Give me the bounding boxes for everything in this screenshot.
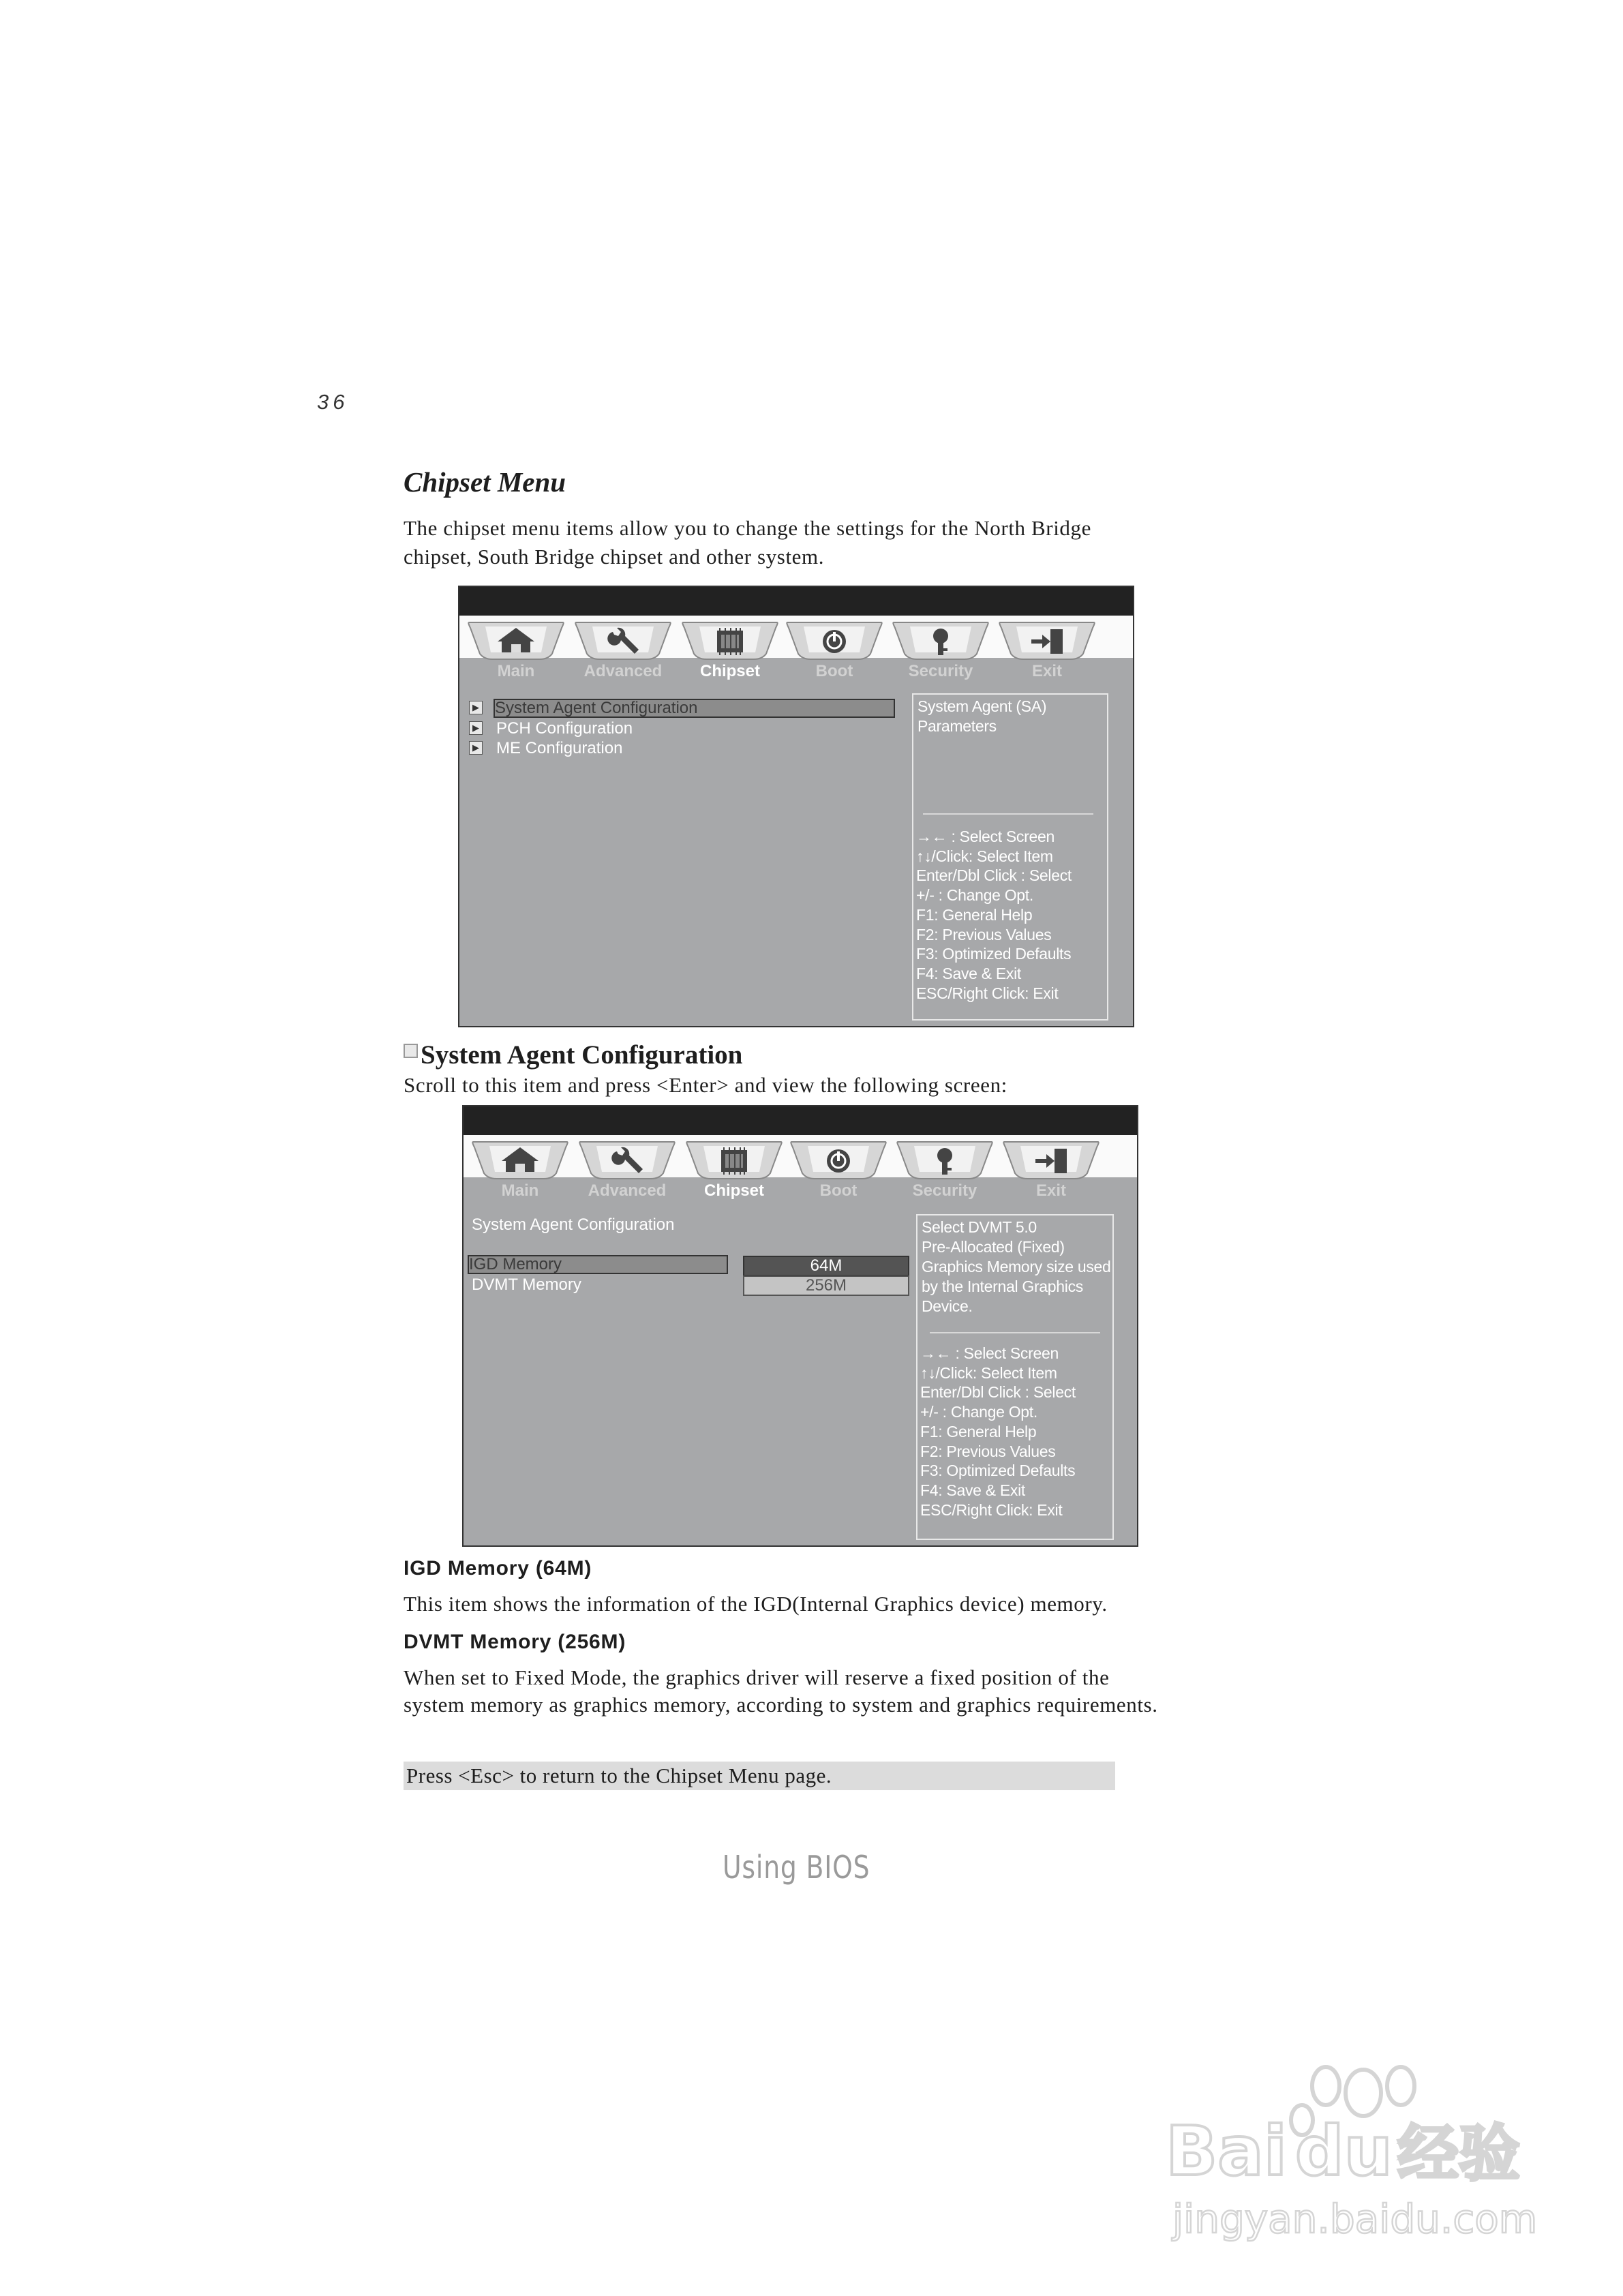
submenu-arrow-icon: ▶	[469, 721, 483, 735]
help-key-line: F2: Previous Values	[916, 925, 1052, 943]
chip-icon	[683, 1139, 785, 1181]
system-agent-title: System Agent Configuration	[421, 1040, 743, 1070]
tab-main-button[interactable]	[465, 620, 567, 662]
tab-exit-label[interactable]: Exit	[1031, 662, 1062, 680]
tab-advanced-button[interactable]	[572, 620, 674, 662]
dvmt-memory-text-line-2: system memory as graphics memory, according to system and graphics requirements.	[404, 1693, 1158, 1717]
help-key-line: F3: Optimized Defaults	[916, 945, 1072, 963]
tab-security-button[interactable]	[890, 620, 992, 662]
help-key-line: F4: Save & Exit	[916, 964, 1022, 982]
help-key-line: +/- : Change Opt.	[920, 1403, 1037, 1421]
tab-security-label[interactable]: Security	[912, 1181, 977, 1200]
chipset-intro-line-1: The chipset menu items allow you to change the settings for the North Bridge	[404, 516, 1091, 540]
tab-boot-label[interactable]: Boot	[819, 1181, 858, 1200]
help-description-line: Pre-Allocated (Fixed)	[922, 1238, 1065, 1256]
footer-using-bios: Using BIOS	[723, 1849, 870, 1886]
power-icon	[787, 1139, 890, 1181]
submenu-arrow-icon: ▶	[469, 741, 483, 755]
dvmt-memory-label[interactable]: DVMT Memory	[472, 1275, 581, 1294]
bios-title-bar	[459, 587, 1133, 616]
tab-chipset-button[interactable]	[683, 1139, 785, 1181]
power-icon	[783, 620, 885, 662]
igd-memory-title: IGD Memory (64M)	[404, 1557, 592, 1580]
help-key-line: F1: General Help	[920, 1422, 1037, 1440]
dvmt-memory-text-line-1: When set to Fixed Mode, the graphics driver will reserve a fixed position of the	[404, 1665, 1110, 1689]
help-description-line: Parameters	[917, 717, 997, 735]
esc-return-note: Press <Esc> to return to the Chipset Menu page.	[404, 1762, 1115, 1790]
tab-main-button[interactable]	[469, 1139, 571, 1181]
dvmt-memory-title: DVMT Memory (256M)	[404, 1631, 626, 1653]
system-agent-heading	[404, 1040, 742, 1070]
igd-memory-label[interactable]: IGD Memory	[468, 1255, 728, 1274]
igd-memory-text: This item shows the information of the IGD(Internal Graphics device) memory.	[404, 1592, 1108, 1616]
home-icon	[465, 620, 567, 662]
svg-text:经验: 经验	[1397, 2118, 1520, 2190]
chip-icon	[679, 620, 781, 662]
tab-boot-label[interactable]: Boot	[815, 662, 853, 680]
help-key-line: →← : Select Screen	[916, 828, 1055, 845]
tab-advanced-label[interactable]: Advanced	[588, 1181, 667, 1200]
baidu-jingyan-watermark	[1159, 2045, 1568, 2250]
chipset-menu-title: Chipset Menu	[404, 466, 566, 498]
help-divider	[930, 1332, 1100, 1333]
help-description-line: by the Internal Graphics	[922, 1278, 1083, 1295]
help-key-line: ESC/Right Click: Exit	[916, 984, 1059, 1002]
exit-door-icon	[996, 620, 1098, 662]
tab-security-button[interactable]	[894, 1139, 996, 1181]
svg-text:jingyan.baidu.com: jingyan.baidu.com	[1172, 2196, 1538, 2242]
screen-heading: System Agent Configuration	[472, 1215, 675, 1234]
help-description-line: Graphics Memory size used	[922, 1258, 1111, 1275]
tab-chipset-label[interactable]: Chipset	[699, 662, 760, 680]
wrench-icon	[572, 620, 674, 662]
key-icon	[894, 1139, 996, 1181]
home-icon	[469, 1139, 571, 1181]
help-key-line: +/- : Change Opt.	[916, 886, 1033, 905]
help-description-line: System Agent (SA)	[917, 697, 1047, 715]
help-key-line: →← : Select Screen	[920, 1344, 1059, 1362]
help-key-line: ESC/Right Click: Exit	[920, 1500, 1063, 1519]
help-key-line: Enter/Dbl Click : Select	[916, 866, 1072, 885]
dvmt-memory-value[interactable]: 256M	[743, 1275, 909, 1296]
page-number: 36	[317, 390, 349, 414]
tab-advanced-button[interactable]	[576, 1139, 678, 1181]
help-description-line: Device.	[922, 1297, 973, 1315]
help-key-line: F2: Previous Values	[920, 1442, 1056, 1460]
svg-text:Bai: Bai	[1166, 2111, 1287, 2191]
wrench-icon	[576, 1139, 678, 1181]
bios-screen-system-agent	[462, 1105, 1138, 1547]
igd-memory-value[interactable]: 64M	[743, 1256, 909, 1276]
tab-advanced-label[interactable]: Advanced	[583, 662, 663, 680]
menu-item-system-agent-configuration[interactable]: System Agent Configuration	[494, 699, 895, 718]
help-divider	[923, 813, 1093, 815]
system-agent-intro: Scroll to this item and press <Enter> and view the following screen:	[404, 1073, 1007, 1097]
menu-item-pch-configuration[interactable]: PCH Configuration	[496, 719, 633, 738]
help-key-line: F4: Save & Exit	[920, 1481, 1026, 1499]
key-icon	[890, 620, 992, 662]
help-key-line: ↑↓/Click: Select Item	[916, 847, 1053, 865]
bios-screen-chipset	[458, 586, 1134, 1027]
help-key-line: F3: Optimized Defaults	[920, 1462, 1076, 1480]
help-key-line: ↑↓/Click: Select Item	[920, 1363, 1057, 1382]
tab-security-label[interactable]: Security	[908, 662, 973, 680]
help-key-line: F1: General Help	[916, 905, 1033, 924]
menu-item-me-configuration[interactable]: ME Configuration	[496, 739, 623, 757]
submenu-arrow-icon: ▶	[469, 701, 483, 714]
bios-title-bar	[464, 1106, 1137, 1135]
chipset-intro-line-2: chipset, South Bridge chipset and other system.	[404, 545, 825, 569]
help-key-line: Enter/Dbl Click : Select	[920, 1383, 1076, 1402]
tab-main-label[interactable]: Main	[497, 662, 535, 680]
tab-chipset-label[interactable]: Chipset	[703, 1181, 764, 1200]
help-description-line: Select DVMT 5.0	[922, 1218, 1037, 1236]
tab-main-label[interactable]: Main	[501, 1181, 539, 1200]
tab-boot-button[interactable]	[787, 1139, 890, 1181]
bullet-icon	[404, 1044, 418, 1058]
tab-boot-button[interactable]	[783, 620, 885, 662]
tab-exit-label[interactable]: Exit	[1035, 1181, 1066, 1200]
exit-door-icon	[1000, 1139, 1102, 1181]
tab-exit-button[interactable]	[996, 620, 1098, 662]
tab-exit-button[interactable]	[1000, 1139, 1102, 1181]
tab-chipset-button[interactable]	[679, 620, 781, 662]
svg-text:du: du	[1295, 2111, 1393, 2191]
